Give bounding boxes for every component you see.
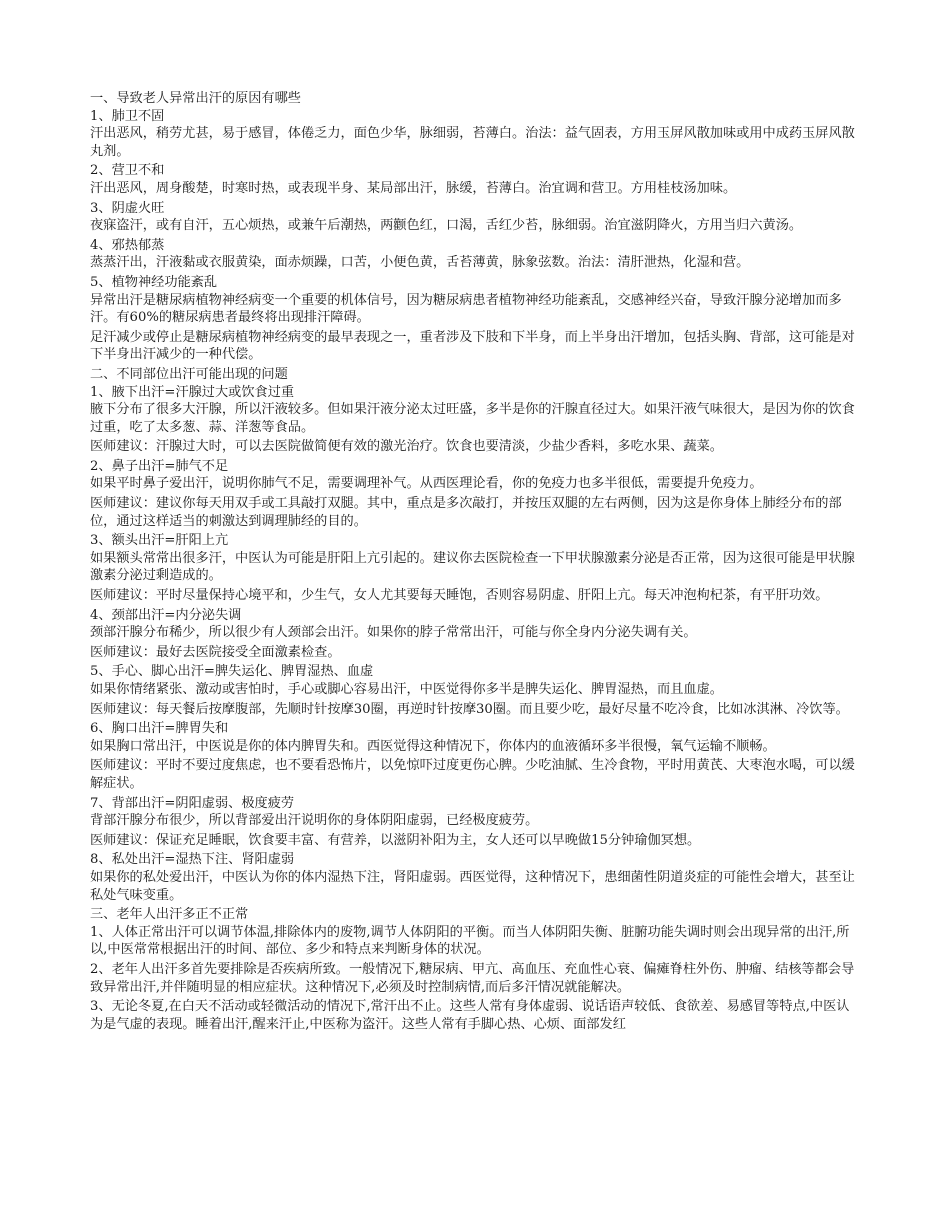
paragraph-1-1: 汗出恶风，稍劳尤甚，易于感冒，体倦乏力，面色少华，脉细弱，苔薄白。治法：益气固表，方用玉屏风散加味或用中成药玉屏风散丸剂。 — [90, 126, 855, 159]
heading-2-5: 5、手心、脚心出汗=脾失运化、脾胃湿热、血虚 — [90, 664, 374, 680]
heading-2-7: 7、背部出汗=阴阳虚弱、极度疲劳 — [90, 795, 295, 811]
paragraph-1-3: 夜寐盗汗，或有自汗，五心烦热，或兼午后潮热，两颧色红，口渴，舌红少苔，脉细弱。治宜滋阴降火，方用当归六黄汤。 — [90, 218, 803, 234]
heading-2-8: 8、私处出汗=湿热下注、肾阳虚弱 — [90, 852, 295, 868]
paragraph-2-3b: 医师建议：平时尽量保持心境平和，少生气，女人尤其要每天睡饱，否则容易阴虚、肝阳上亢。每天冲泡枸杞茶，有平肝功效。 — [90, 588, 829, 604]
paragraph-2-6a: 如果胸口常出汗，中医说是你的体内脾胃失和。西医觉得这种情况下，你体内的血液循环多半很慢，氧气运输不顺畅。 — [90, 738, 776, 754]
section-1-title: 一、导致老人异常出汗的原因有哪些 — [90, 91, 301, 106]
heading-2-6: 6、胸口出汗=脾胃失和 — [90, 721, 229, 737]
paragraph-1-5b: 足汗减少或停止是糖尿病植物神经病变的最早表现之一，重者涉及下肢和下半身，而上半身出汗增加，包括头胸、背部，这可能是对下半身出汗减少的一种代偿。 — [90, 329, 855, 363]
paragraph-1-4: 蒸蒸汗出，汗液黏或衣服黄染，面赤烦躁，口苦，小便色黄，舌苔薄黄，脉象弦数。治法：清肝泄热，化湿和营。 — [90, 255, 750, 271]
paragraph-2-8a: 如果你的私处爱出汗，中医认为你的体内湿热下注，肾阳虚弱。西医觉得，这种情况下，患细菌性阴道炎症的可能性会增大，甚至让私处气味变重。 — [90, 869, 855, 903]
paragraph-2-6b: 医师建议：平时不要过度焦虑，也不要看恐怖片，以免惊吓过度更伤心脾。少吃油腻、生冷食物，平时用黄芪、大枣泡水喝，可以缓解症状。 — [90, 758, 855, 791]
paragraph-2-7b: 医师建议：保证充足睡眠，饮食要丰富、有营养，以滋阴补阳为主，女人还可以早晚做15分钟瑜伽冥想。 — [90, 832, 701, 848]
heading-1-4: 4、邪热郁蒸 — [90, 237, 165, 253]
document-page — [90, 90, 860, 1035]
paragraph-3-1: 1、人体正常出汗可以调节体温,排除体内的废物,调节人体阴阳的平衡。而当人体阴阳失衡、脏腑功能失调时则会出现异常的出汗,所以,中医常常根据出汗的时间、部位、多少和特点来判断身体的状况。 — [90, 924, 850, 958]
heading-2-1: 1、腋下出汗=汗腺过大或饮食过重 — [90, 384, 295, 400]
paragraph-2-5a: 如果你情绪紧张、激动或害怕时，手心或脚心容易出汗，中医觉得你多半是脾失运化、脾胃湿热，而且血虚。 — [90, 682, 723, 697]
heading-2-2: 2、鼻子出汗=肺气不足 — [90, 458, 229, 474]
heading-2-3: 3、额头出汗=肝阳上亢 — [90, 533, 229, 549]
paragraph-3-2: 2、老年人出汗多首先要排除是否疾病所致。一般情况下,糖尿病、甲亢、高血压、充血性心衰、偏瘫脊柱外伤、肿瘤、结核等都会导致异常出汗,并伴随明显的相应症状。这种情况下,必须及时控制病情,而后多汗情况就能解决。 — [90, 961, 855, 995]
paragraph-2-4a: 颈部汗腺分布稀少，所以很少有人颈部会出汗。如果你的脖子常常出汗，可能与你全身内分泌失调有关。 — [90, 625, 697, 641]
heading-1-5: 5、植物神经功能紊乱 — [90, 274, 218, 290]
paragraph-2-4b: 医师建议：最好去医院接受全面激素检查。 — [90, 644, 341, 660]
paragraph-3-3: 3、无论冬夏,在白天不活动或轻微活动的情况下,常汗出不止。这些人常有身体虚弱、说话语声较低、食欲差、易感冒等特点,中医认为是气虚的表现。睡着出汗,醒来汗止,中医称为盗汗。这些人常有手脚心热、心烦、面部发红 — [90, 999, 850, 1032]
paragraph-1-5a: 异常出汗是糖尿病植物神经病变一个重要的机体信号，因为糖尿病患者植物神经功能紊乱，交感神经兴奋，导致汗腺分泌增加而多汗。有60%的糖尿病患者最终将出现排汗障碍。 — [90, 292, 842, 326]
section-2-title: 二、不同部位出汗可能出现的问题 — [90, 366, 288, 382]
heading-1-2: 2、营卫不和 — [90, 163, 165, 179]
paragraph-2-1b: 医师建议：汗腺过大时，可以去医院做简便有效的激光治疗。饮食也要清淡，少盐少香料，多吃水果、蔬菜。 — [90, 439, 723, 455]
section-3-title: 三、老年人出汗多正不正常 — [90, 907, 249, 923]
paragraph-2-2b: 医师建议：建议你每天用双手或工具敲打双腿。其中，重点是多次敲打，并按压双腿的左右两侧，因为这是你身体上肺经分布的部位，通过这样适当的刺激达到调理肺经的目的。 — [90, 496, 842, 529]
paragraph-2-7a: 背部汗腺分布很少，所以背部爱出汗说明你的身体阴阳虚弱，已经极度疲劳。 — [90, 813, 539, 829]
paragraph-2-2a: 如果平时鼻子爱出汗，说明你肺气不足，需要调理补气。从西医理论看，你的免疫力也多半很低，需要提升免疫力。 — [90, 476, 763, 492]
paragraph-2-3a: 如果额头常常出很多汗，中医认为可能是肝阳上亢引起的。建议你去医院检查一下甲状腺激素分泌是否正常，因为这很可能是甲状腺激素分泌过剩造成的。 — [90, 550, 855, 584]
paragraph-2-1a: 腋下分布了很多大汗腺，所以汗液较多。但如果汗液分泌太过旺盛，多半是你的汗腺直径过大。如果汗液气味很大，是因为你的饮食过重，吃了太多葱、蒜、洋葱等食品。 — [90, 402, 855, 435]
paragraph-1-2: 汗出恶风，周身酸楚，时寒时热，或表现半身、某局部出汗，脉缓，苔薄白。治宜调和营卫。方用桂枝汤加味。 — [90, 180, 737, 196]
paragraph-2-5b: 医师建议：每天餐后按摩腹部，先顺时针按摩30圈，再逆时针按摩30圈。而且要少吃，最好尽量不吃冷食，比如冰淇淋、冷饮等。 — [90, 701, 849, 717]
heading-1-3: 3、阴虚火旺 — [90, 200, 165, 216]
heading-2-4: 4、颈部出汗=内分泌失调 — [90, 607, 242, 623]
heading-1-1: 1、肺卫不固 — [90, 108, 165, 124]
